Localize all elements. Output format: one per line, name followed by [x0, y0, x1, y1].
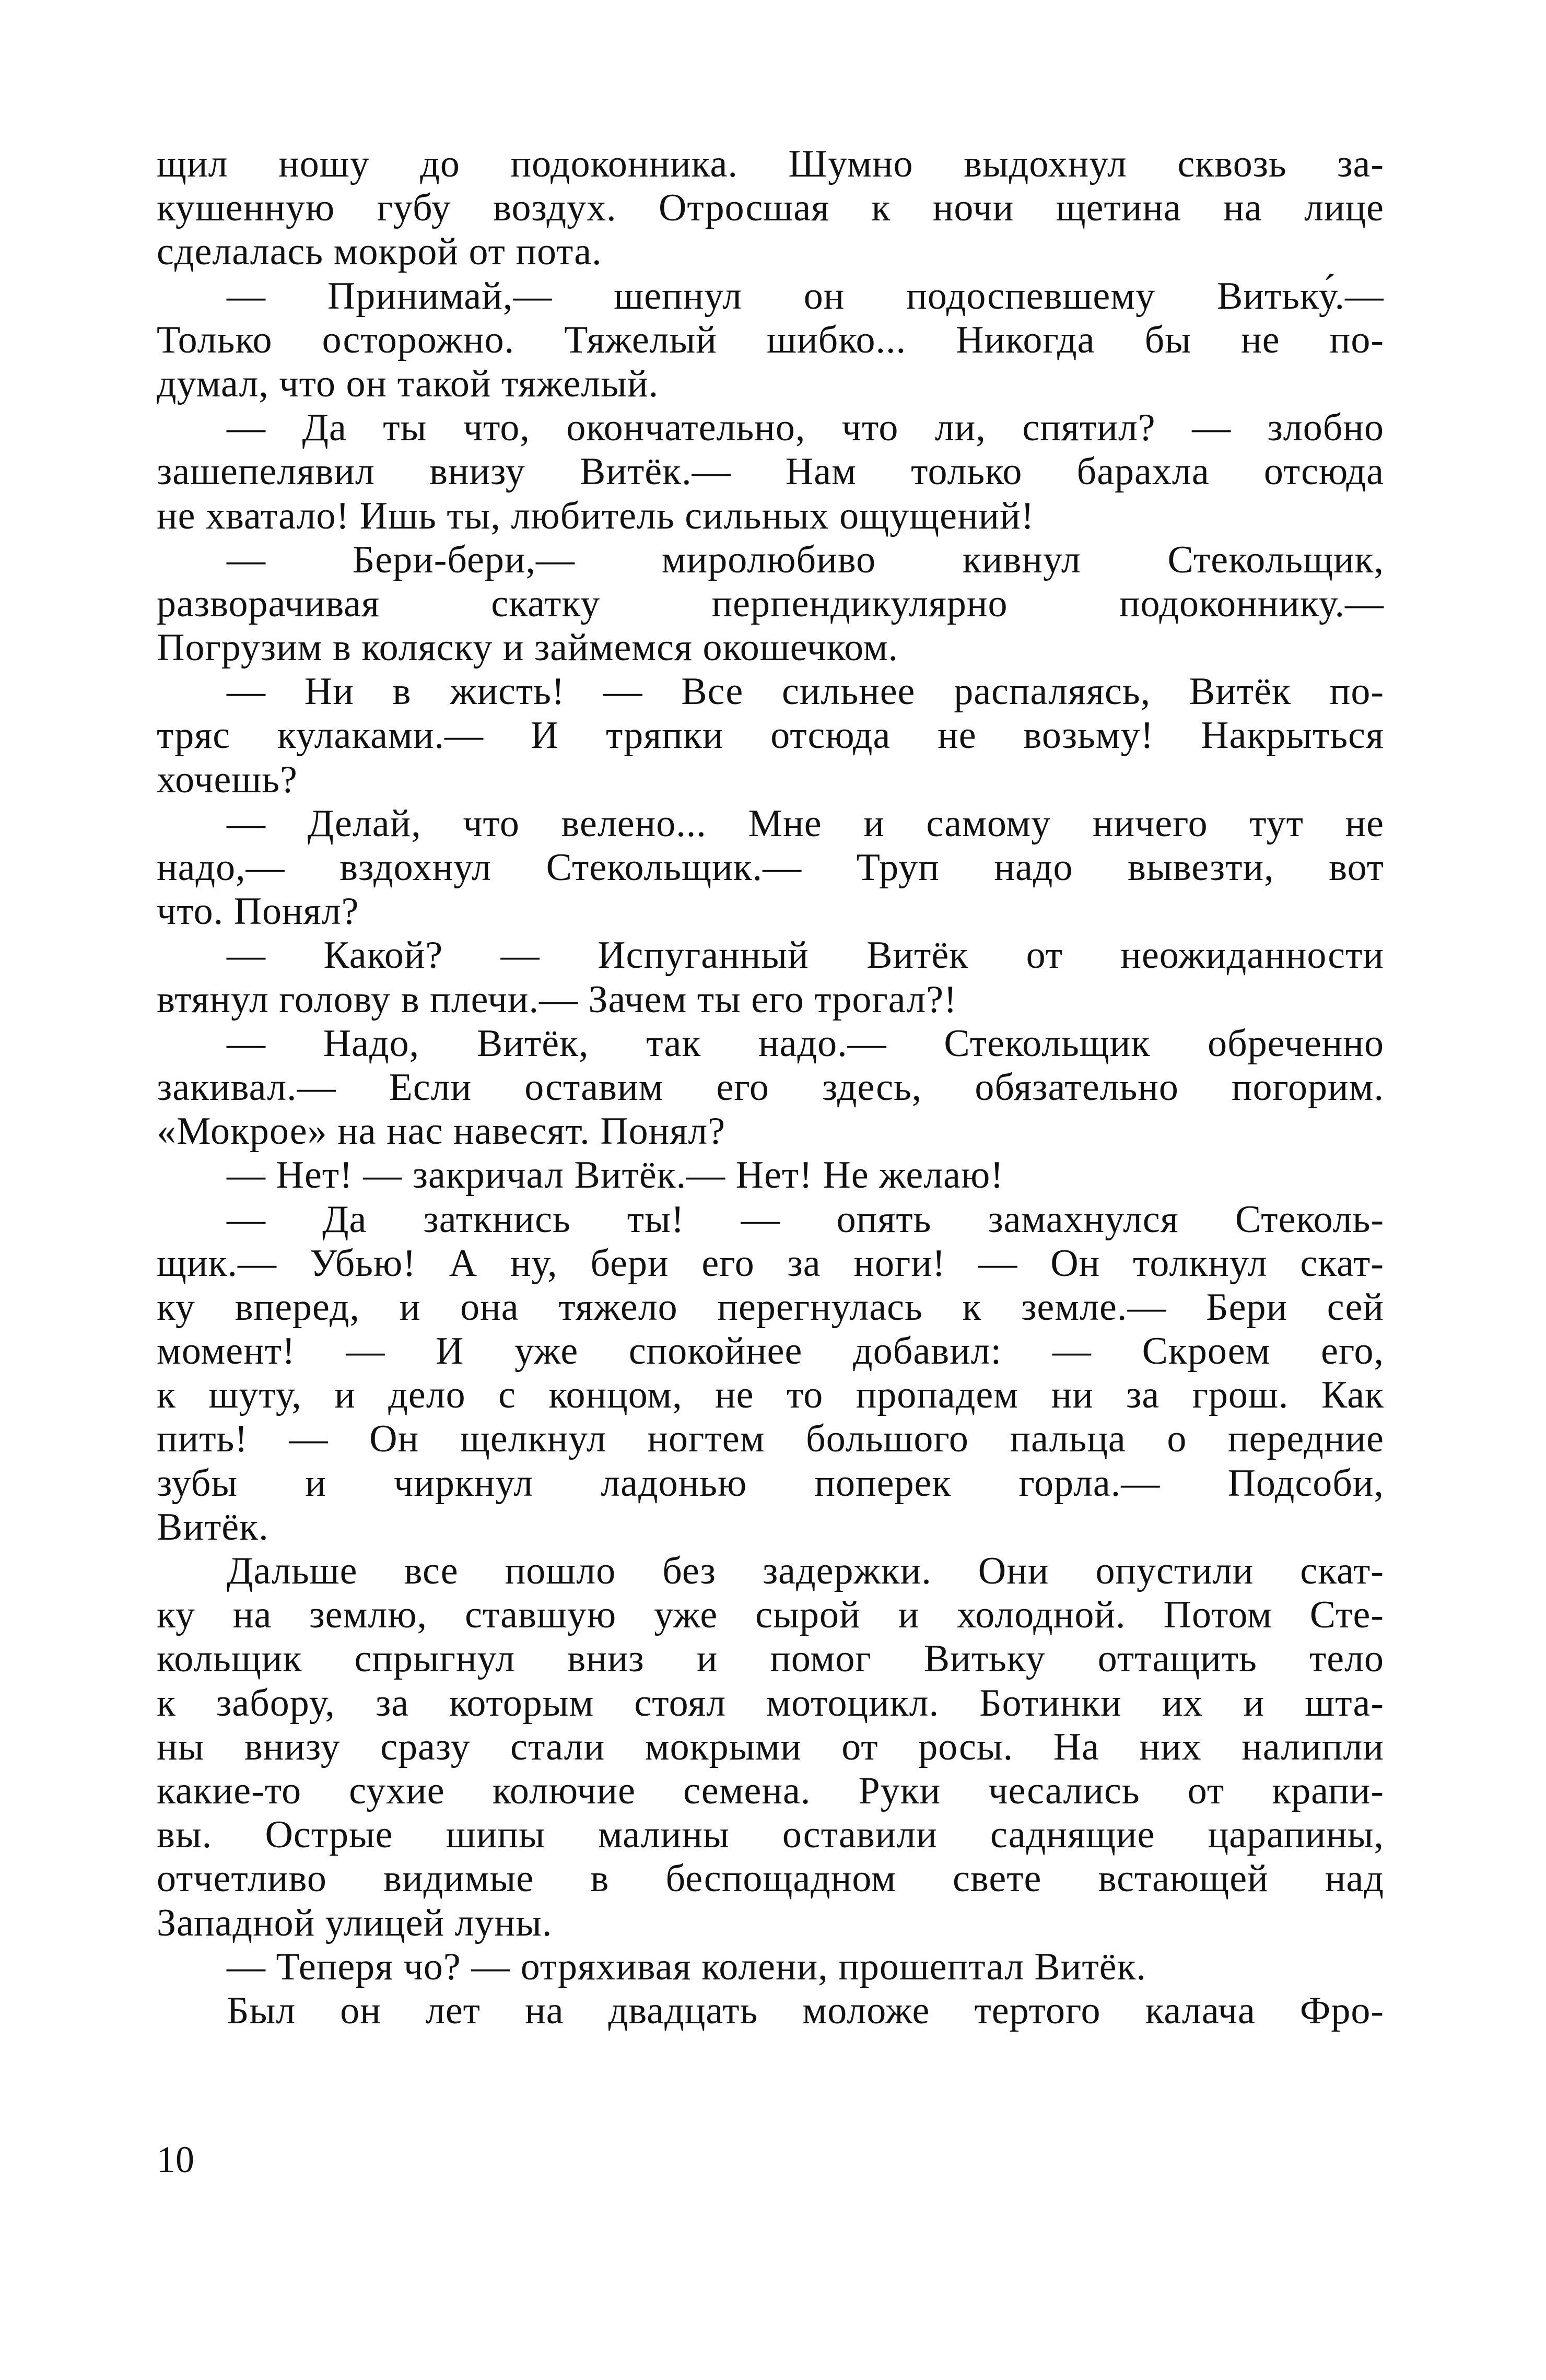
text-line: — Да ты что, окончательно, что ли, спятил? — злобно: [227, 406, 1384, 450]
text-line: щил ношу до подоконника. Шумно выдохнул сквозь за-: [157, 143, 1384, 185]
text-line: — Нет! — закричал Витёк.— Нет! Не желаю!: [227, 1154, 1004, 1197]
text-line: к шуту, и дело с концом, не то пропадем ни за грош. Как: [157, 1374, 1384, 1417]
text-line: — Да заткнись ты! — опять замахнулся Стеколь-: [227, 1198, 1384, 1241]
text-line: тряс кулаками.— И тряпки отсюда не возьму! Накрыться: [157, 714, 1384, 757]
text-line: пить! — Он щелкнул ногтем большого пальца о передние: [157, 1417, 1384, 1461]
text-line: Витёк.: [157, 1505, 269, 1549]
text-line: вы. Острые шипы малины оставили саднящие царапины,: [157, 1813, 1384, 1857]
text-line: Погрузим в коляску и займемся окошечком.: [157, 626, 899, 670]
text-line: что. Понял?: [157, 890, 359, 933]
text-line: втянул голову в плечи.— Зачем ты его трогал?!: [157, 978, 957, 1021]
text-line: щик.— Убью! А ну, бери его за ноги! — Он толкнул скат-: [157, 1241, 1384, 1285]
text-line: Западной улицей луны.: [157, 1901, 553, 1944]
text-line: — Какой? — Испуганный Витёк от неожиданности: [227, 934, 1384, 977]
text-line: — Делай, что велено... Мне и самому ничего тут не: [227, 802, 1384, 845]
text-line: зашепелявил внизу Витёк.— Нам только барахла отсюда: [157, 450, 1384, 494]
text-line: хочешь?: [157, 758, 298, 801]
text-line: ны внизу сразу стали мокрыми от росы. На них налипли: [157, 1725, 1384, 1768]
text-line: не хватало! Ишь ты, любитель сильных ощущений!: [157, 494, 1035, 537]
text-line: момент! — И уже спокойнее добавил: — Скроем его,: [157, 1330, 1384, 1373]
text-line: Был он лет на двадцать моложе тертого калача Фро-: [227, 1989, 1384, 2032]
text-line: закивал.— Если оставим его здесь, обязательно погорим.: [157, 1065, 1384, 1109]
text-line: ку вперед, и она тяжело перегнулась к земле.— Бери сей: [157, 1285, 1384, 1329]
text-line: — Теперя чо? — отряхивая колени, прошептал Витёк.: [227, 1945, 1147, 1988]
text-line: разворачивая скатку перпендикулярно подоконнику.—: [157, 582, 1384, 625]
text-line: кушенную губу воздух. Отросшая к ночи щетина на лице: [157, 186, 1384, 230]
text-line: — Надо, Витёк, так надо.— Стекольщик обреченно: [227, 1022, 1384, 1065]
text-line: ку на землю, ставшую уже сырой и холодной. Потом Сте-: [157, 1593, 1384, 1637]
text-line: «Мокрое» на нас навесят. Понял?: [157, 1110, 726, 1153]
text-line: Дальше все пошло без задержки. Они опустили скат-: [227, 1550, 1384, 1592]
body-text: [157, 142, 1384, 2033]
text-line: — Бери-бери,— миролюбиво кивнул Стекольщик,: [227, 538, 1384, 581]
text-line: кольщик спрыгнул вниз и помог Витьку оттащить тело: [157, 1637, 1384, 1681]
text-line: надо,— вздохнул Стекольщик.— Труп надо вывезти, вот: [157, 846, 1384, 889]
text-line: — Принимай,— шепнул он подоспевшему Витьку́.—: [227, 274, 1384, 318]
text-line: думал, что он такой тяжелый.: [157, 362, 659, 405]
text-line: к забору, за которым стоял мотоцикл. Ботинки их и шта-: [157, 1681, 1384, 1725]
text-line: Только осторожно. Тяжелый шибко... Никогда бы не по-: [157, 318, 1384, 361]
page-number: 10: [157, 2139, 194, 2180]
text-line: отчетливо видимые в беспощадном свете встающей над: [157, 1857, 1384, 1901]
text-line: какие-то сухие колючие семена. Руки чесались от крапи-: [157, 1769, 1384, 1812]
text-line: зубы и чиркнул ладонью поперек горла.— Подсоби,: [157, 1461, 1384, 1505]
text-line: — Ни в жисть! — Все сильнее распаляясь, Витёк по-: [227, 670, 1384, 713]
text-line: сделалась мокрой от пота.: [157, 230, 602, 274]
